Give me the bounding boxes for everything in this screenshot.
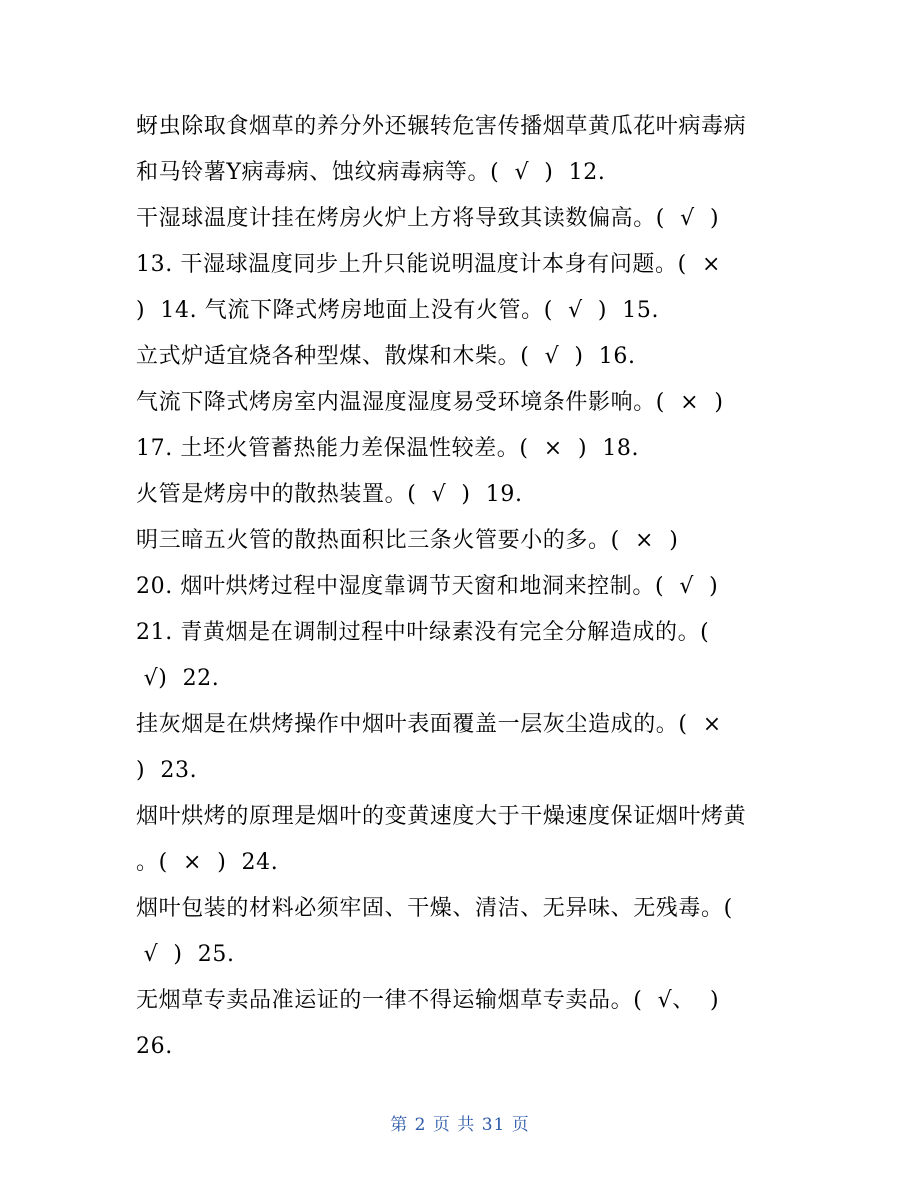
text-line: 26. bbox=[136, 1034, 173, 1059]
text-line: 17. 土坯火管蓄热能力差保温性较差。( × ) 18. bbox=[136, 436, 640, 461]
text-line: 立式炉适宜烧各种型煤、散煤和木柴。( √ ) 16. bbox=[136, 344, 636, 369]
text-line: 13. 干湿球温度同步上升只能说明温度计本身有问题。( × bbox=[136, 252, 721, 277]
text-line: 20. 烟叶烘烤过程中湿度靠调节天窗和地洞来控制。( √ ) bbox=[136, 574, 719, 599]
body-text bbox=[136, 104, 786, 1070]
text-line: 无烟草专卖品准运证的一律不得运输烟草专卖品。( √、 ) bbox=[136, 988, 720, 1013]
text-line: 21. 青黄烟是在调制过程中叶绿素没有完全分解造成的。( bbox=[136, 620, 710, 645]
text-line: 气流下降式烤房室内温湿度湿度易受环境条件影响。( × ) bbox=[136, 390, 724, 415]
text-line: 烟叶包装的材料必须牢固、干燥、清洁、无异味、无残毒。( bbox=[136, 896, 733, 921]
text-line: 明三暗五火管的散热面积比三条火管要小的多。( × ) bbox=[136, 528, 679, 553]
text-line: √ ) 25. bbox=[136, 942, 235, 967]
text-line: 烟叶烘烤的原理是烟叶的变黄速度大于干燥速度保证烟叶烤黄 bbox=[136, 804, 747, 829]
text-line: ) 23. bbox=[136, 758, 198, 783]
text-line: 蚜虫除取食烟草的养分外还辗转危害传播烟草黄瓜花叶病毒病 bbox=[136, 114, 747, 139]
text-line: 火管是烤房中的散热装置。( √ ) 19. bbox=[136, 482, 523, 507]
text-line: 挂灰烟是在烘烤操作中烟叶表面覆盖一层灰尘造成的。( × bbox=[136, 712, 722, 737]
text-line: √) 22. bbox=[136, 666, 220, 691]
text-line: ) 14. 气流下降式烤房地面上没有火管。( √ ) 15. bbox=[136, 298, 660, 323]
text-line: 和马铃薯Y病毒病、蚀纹病毒病等。( √ ) 12. bbox=[136, 160, 606, 185]
page-number-footer: 第 2 页 共 31 页 bbox=[390, 1115, 530, 1135]
text-line: 干湿球温度计挂在烤房火炉上方将导致其读数偏高。( √ ) bbox=[136, 206, 720, 231]
text-line: 。( × ) 24. bbox=[136, 850, 279, 875]
